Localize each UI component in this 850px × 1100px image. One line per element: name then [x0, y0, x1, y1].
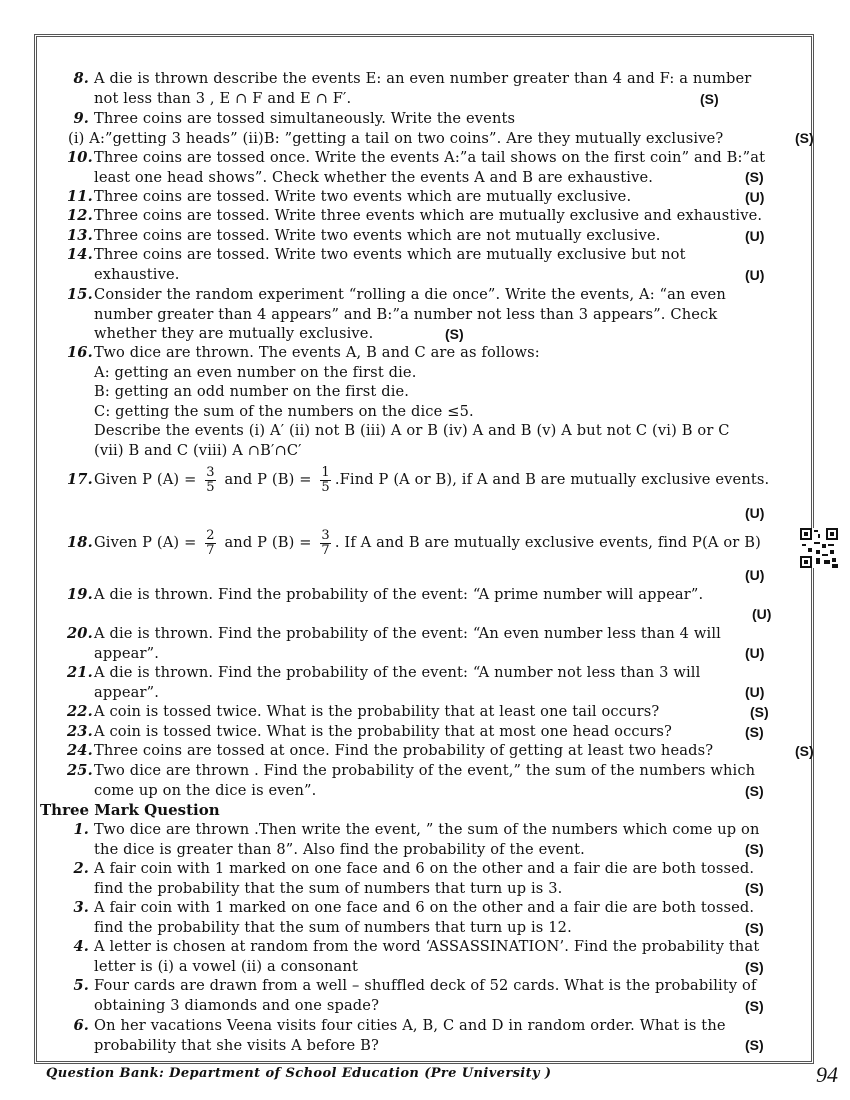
- q19-tag: (U): [752, 606, 772, 622]
- question-22: 22. A coin is tossed twice. What is the probability that at least one tail occurs?: [67, 703, 660, 720]
- q10-line-1: Three coins are tossed once. Write the events A:”a tail shows on the first coin” and B:”at: [94, 149, 766, 166]
- q16-line-6: (vii) B and C (viii) A ∩B′∩C′: [94, 441, 302, 459]
- q8-line-1: A die is thrown describe the events E: an even number greater than 4 and F: a number: [94, 70, 752, 87]
- q15-tag: (S): [445, 326, 464, 342]
- q14-tag: (U): [745, 267, 765, 283]
- q18-tag: (U): [745, 567, 765, 583]
- question-23: 23. A coin is tossed twice. What is the probability that at most one head occurs?: [67, 723, 673, 740]
- q16-line-4: C: getting the sum of the numbers on the dice ≤5.: [94, 402, 474, 420]
- question-9: 9. Three coins are tossed simultaneously. Write the events (i) A:”getting 3 heads” (ii)B: ”getting a tail on two coins”. Are they mutually exclusive?: [68, 110, 724, 147]
- q8-line-2: not less than 3 , E ∩ F and E ∩ F′.: [94, 89, 352, 107]
- question-14: 14. Three coins are tossed. Write two events which are mutually exclusive but not exhaustive.: [67, 246, 686, 283]
- section-heading: Three Mark Question: [40, 801, 220, 819]
- q9-line-1: Three coins are tossed simultaneously. Write the events: [94, 110, 516, 127]
- question-12: 12. Three coins are tossed. Write three events which are mutually exclusive and exhaustive.: [67, 207, 763, 224]
- q8-tag: (S): [700, 91, 719, 107]
- three-mark-question-5: 5. Four cards are drawn from a well – shuffled deck of 52 cards. What is the probability of obtaining 3 diamonds and one spade?: [73, 977, 757, 1014]
- question-18: 18. Given P (A) = $\frac{2}{7}$ and P (B) = $\frac{3}{7}$ . If A and B are mutually exclusive events, find P(A or B): [67, 527, 761, 558]
- q11-tag: (U): [745, 189, 765, 205]
- question-17: 17. Given P (A) = $\frac{3}{5}$ and P (B) = $\frac{1}{5}$ .Find P (A or B), if A and B are mutually exclusive events.: [67, 464, 770, 495]
- q10-tag: (S): [745, 169, 764, 185]
- question-8: 8. A die is thrown describe the events E: an even number greater than 4 and F: a number not less than 3 , E ∩ F and E ∩ F′.: [73, 70, 752, 107]
- fraction-2-7: $\frac{2}{7}$: [206, 527, 215, 558]
- tm3-tag: (S): [745, 920, 764, 936]
- qr-code-icon: [800, 528, 838, 568]
- question-25: 25. Two dice are thrown . Find the probability of the event,” the sum of the numbers which come up on the dice is even”.: [67, 762, 756, 799]
- q16-line-1: Two dice are thrown. The events A, B and C are as follows:: [94, 344, 540, 361]
- three-mark-question-3: 3. A fair coin with 1 marked on one face and 6 on the other and a fair die are both tossed. find the probability that the sum of numbers that turn up is 12.: [73, 899, 755, 936]
- q15-line-3: whether they are mutually exclusive.: [94, 325, 374, 342]
- tm4-tag: (S): [745, 959, 764, 975]
- question-11: 11. Three coins are tossed. Write two events which are mutually exclusive.: [67, 188, 632, 205]
- tm6-tag: (S): [745, 1037, 764, 1053]
- q20-line-1: A die is thrown. Find the probability of the event: “An even number less than 4 will: [94, 625, 721, 642]
- fraction-1-5: $\frac{1}{5}$: [321, 464, 330, 495]
- q14-line-2: exhaustive.: [94, 265, 180, 283]
- q17-tag: (U): [745, 505, 765, 521]
- tm2-tag: (S): [745, 880, 764, 896]
- q11-line-1: Three coins are tossed. Write two events which are mutually exclusive.: [94, 188, 632, 205]
- q24-tag: (S): [795, 743, 814, 759]
- three-mark-question-6: 6. On her vacations Veena visits four cities A, B, C and D in random order. What is the probability that she visits A before B?: [73, 1017, 726, 1054]
- tm1-tag: (S): [745, 841, 764, 857]
- q14-line-1: Three coins are tossed. Write two events which are mutually exclusive but not: [94, 246, 686, 263]
- three-mark-question-2: 2. A fair coin with 1 marked on one face and 6 on the other and a fair die are both tossed. find the probability that the sum of numbers that turn up is 3.: [73, 860, 755, 897]
- question-24: 24. Three coins are tossed at once. Find the probability of getting at least two heads?: [67, 742, 714, 759]
- fraction-3-7: $\frac{3}{7}$: [321, 527, 330, 558]
- q10-line-2: least one head shows”. Check whether the events A and B are exhaustive.: [94, 168, 654, 186]
- question-19: 19. A die is thrown. Find the probability of the event: “A prime number will appear”.: [67, 586, 704, 603]
- q25-line-2: come up on the dice is even”.: [94, 781, 317, 799]
- q20-line-2: appear”.: [94, 644, 159, 662]
- q13-tag: (U): [745, 228, 765, 244]
- q22-tag: (S): [750, 704, 769, 720]
- tm5-tag: (S): [745, 998, 764, 1014]
- q21-line-2: appear”.: [94, 683, 159, 701]
- fraction-3-5: $\frac{3}{5}$: [206, 464, 215, 495]
- q22-line-1: A coin is tossed twice. What is the probability that at least one tail occurs?: [94, 703, 660, 720]
- question-15: 15. Consider the random experiment “rolling a die once”. Write the events, A: “an even number greater than 4 appears” and B:”a number not less than 3 appears”. Check whether they are mutually exclusive.: [67, 286, 726, 342]
- q9-tag: (S): [795, 130, 814, 146]
- page-number: 94: [816, 1062, 838, 1087]
- three-mark-question-4: 4. A letter is chosen at random from the word ‘ASSASSINATION’. Find the probability that letter is (i) a vowel (ii) a consonant: [73, 938, 760, 975]
- q21-tag: (U): [745, 684, 765, 700]
- q16-line-3: B: getting an odd number on the first die.: [94, 383, 410, 400]
- q24-line-1: Three coins are tossed at once. Find the probability of getting at least two heads?: [94, 742, 714, 759]
- q9-line-2: (i) A:”getting 3 heads” (ii)B: ”getting a tail on two coins”. Are they mutually exclusive?: [68, 129, 724, 147]
- question-16: 16. Two dice are thrown. The events A, B and C are as follows: A: getting an even number on the first die. B: getting an odd number on the first die. C: getting the sum of the numbers on the dice ≤5. Describe the events (i) A′ (ii) not B (iii) A or B (iv) A and B (v) A but not C (vi) B or C (vii) B and C (viii) A ∩B′∩C′: [67, 344, 730, 459]
- q25-tag: (S): [745, 783, 764, 799]
- three-mark-question-1: 1. Two dice are thrown .Then write the event, ” the sum of the numbers which come up on the dice is greater than 8”. Also find the probability of the event.: [73, 821, 760, 858]
- q13-line-1: Three coins are tossed. Write two events which are not mutually exclusive.: [94, 227, 661, 244]
- q19-line-1: A die is thrown. Find the probability of the event: “A prime number will appear”.: [94, 586, 704, 603]
- q25-line-1: Two dice are thrown . Find the probability of the event,” the sum of the numbers which: [94, 762, 756, 779]
- q12-line-1: Three coins are tossed. Write three events which are mutually exclusive and exhaustive.: [94, 207, 763, 224]
- q20-tag: (U): [745, 645, 765, 661]
- q15-line-2: number greater than 4 appears” and B:”a number not less than 3 appears”. Check: [94, 305, 718, 323]
- q23-tag: (S): [745, 724, 764, 740]
- question-13: 13. Three coins are tossed. Write two events which are not mutually exclusive.: [67, 227, 661, 244]
- q15-line-1: Consider the random experiment “rolling a die once”. Write the events, A: “an even: [94, 286, 726, 303]
- question-10: 10. Three coins are tossed once. Write the events A:”a tail shows on the first coin” and B:”at least one head shows”. Check whether the events A and B are exhaustive.: [67, 149, 766, 186]
- question-20: 20. A die is thrown. Find the probability of the event: “An even number less than 4 will appear”.: [67, 625, 721, 662]
- question-21: 21. A die is thrown. Find the probability of the event: “A number not less than 3 will appear”.: [67, 664, 701, 701]
- q21-line-1: A die is thrown. Find the probability of the event: “A number not less than 3 will: [94, 664, 701, 681]
- q23-line-1: A coin is tossed twice. What is the probability that at most one head occurs?: [94, 723, 673, 740]
- q16-line-2: A: getting an even number on the first die.: [94, 363, 417, 381]
- footer-text: Question Bank: Department of School Education (Pre University ): [46, 1066, 552, 1081]
- q16-line-5: Describe the events (i) A′ (ii) not B (iii) A or B (iv) A and B (v) A but not C (vi) B or C: [94, 422, 730, 439]
